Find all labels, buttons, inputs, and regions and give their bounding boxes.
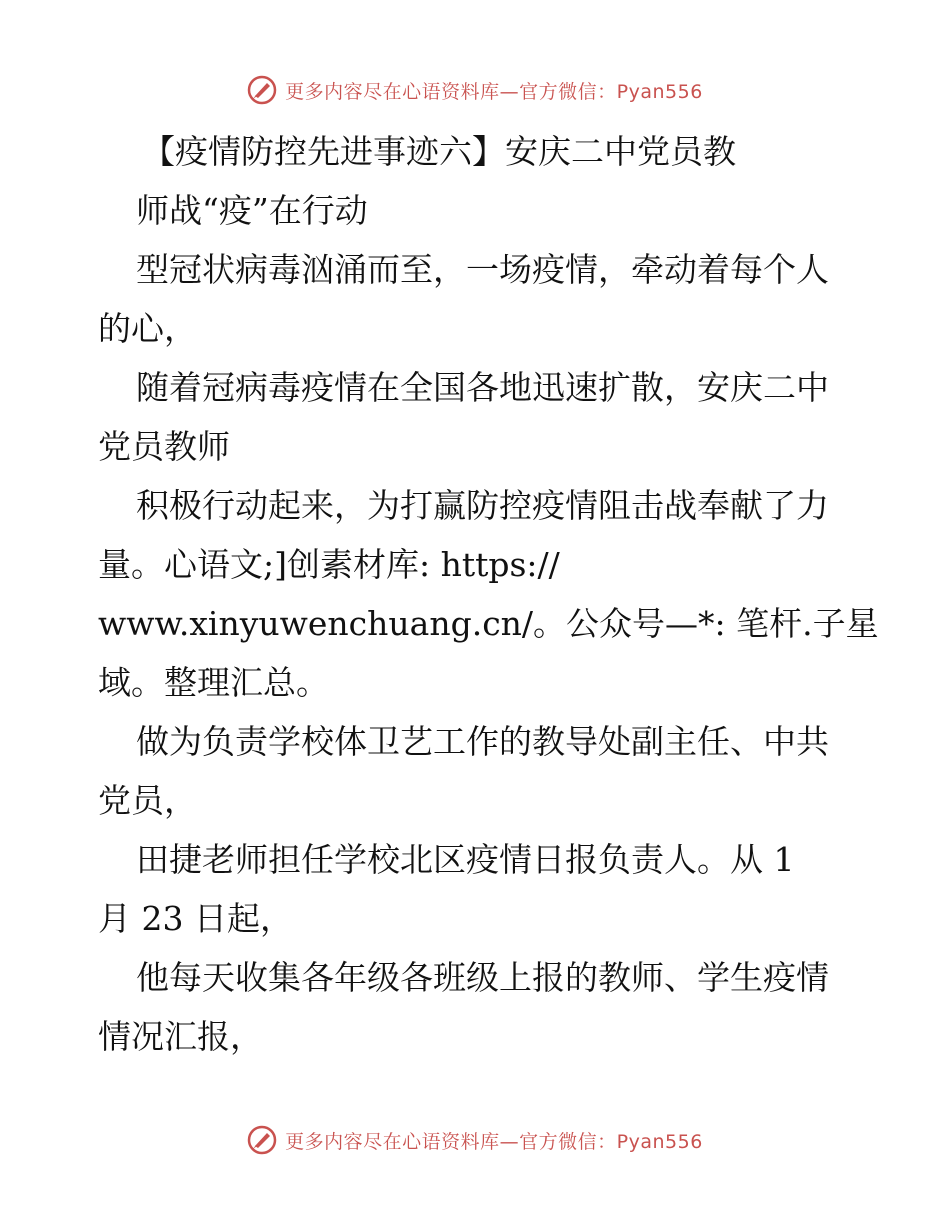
paragraph-line: 他每天收集各年级各班级上报的教师、学生疫情	[136, 958, 829, 997]
paragraph-line: 情况汇报，	[98, 1017, 263, 1056]
paragraph-line: www.xinyuwenchuang.cn/。公众号—*: 笔杆.子星	[98, 604, 879, 643]
header-banner-text: 更多内容尽在心语资料库—官方微信：Pyan556	[285, 80, 703, 103]
paragraph-line: 积极行动起来，为打赢防控疫情阻击战奉献了力	[136, 486, 829, 525]
paragraph-line: 量。心语文;]创素材库: https://	[98, 545, 560, 584]
paragraph-line: 型冠状病毒汹涌而至，一场疫情，牵动着每个人	[136, 250, 829, 289]
quill-logo-icon	[247, 75, 277, 105]
header-banner	[0, 70, 950, 110]
paragraph-line: 党员，	[98, 781, 197, 820]
document-body	[98, 122, 879, 1066]
paragraph-line: 的心，	[98, 309, 197, 348]
paragraph-line: 党员教师	[98, 427, 230, 466]
document-title-line-2: 师战“疫”在行动	[136, 191, 368, 230]
quill-logo-icon	[247, 1125, 277, 1155]
paragraph-line: 做为负责学校体卫艺工作的教导处副主任、中共	[136, 722, 829, 761]
paragraph-line: 田捷老师担任学校北区疫情日报负责人。从 1	[136, 840, 795, 879]
paragraph-line: 随着冠病毒疫情在全国各地迅速扩散，安庆二中	[136, 368, 829, 407]
document-title-line-1: 【疫情防控先进事迹六】安庆二中党员教	[142, 132, 736, 171]
footer-banner-text: 更多内容尽在心语资料库—官方微信：Pyan556	[285, 1130, 703, 1153]
paragraph-line: 月 23 日起，	[98, 899, 293, 938]
paragraph-line: 域。整理汇总。	[98, 663, 329, 702]
footer-banner	[0, 1120, 950, 1160]
